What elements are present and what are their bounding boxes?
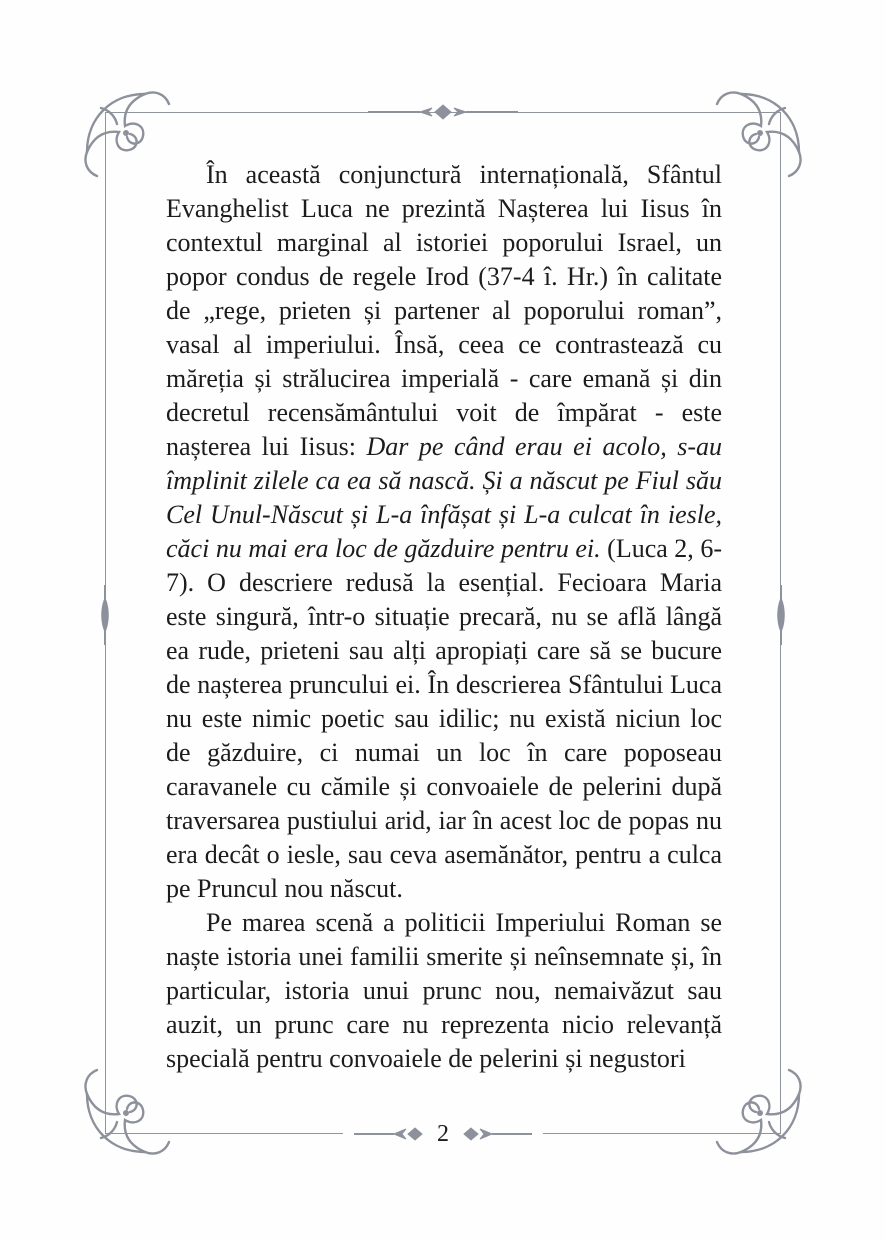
scripture-quote-italic: Dar pe când erau ei acolo, s-au împlinit zilele ca ea să nască. Și a născut pe Fiul său Cel Unul-Născut și L-a înfășat și L-a culcat în iesle, căci nu mai era loc de găzduire pentru ei. bbox=[166, 432, 723, 563]
leaf-finial-icon bbox=[97, 585, 113, 645]
page-number: 2 bbox=[437, 1120, 449, 1147]
paragraph-text: În această conjunctură internațională, Sfântul Evanghelist Luca ne prezintă Nașterea lui Iisus în contextul marginal al istoriei poporului Israel, un popor condus de regele Irod (37-4 î. Hr.) în calitate de „rege, prieten și partener al poporului roman”, vasal al imperiului. Însă, ceea ce contrastează cu măreția și strălucirea imperială - care emană și din decretul recensământului voit de împărat - este nașterea lui Iisus: bbox=[166, 160, 722, 461]
corner-flourish-icon bbox=[79, 1068, 171, 1160]
diamond-finial-icon bbox=[368, 102, 518, 122]
leaf-finial-icon bbox=[773, 585, 789, 645]
corner-flourish-icon bbox=[715, 86, 807, 178]
corner-flourish-icon bbox=[79, 86, 171, 178]
paragraph bbox=[166, 906, 722, 1076]
page-number-ornament-icon bbox=[462, 1126, 532, 1142]
page-number-ornament-icon bbox=[354, 1126, 424, 1142]
page-number-strip bbox=[343, 1116, 543, 1152]
corner-flourish-icon bbox=[715, 1068, 807, 1160]
paragraph-text: (Luca 2, 6-7). O descriere redusă la esențial. Fecioara Maria este singură, într-o situație precară, nu se află lângă ea rude, prieteni sau alți apropiați care să se bucure de nașterea pruncului ei. În descrierea Sfântului Luca nu este nimic poetic sau idilic; nu există niciun loc de găzduire, ci numai un loc în care poposeau caravanele cu cămile și convoaiele de pelerini după traversarea pustiului arid, iar în acest loc de popas nu era decât o iesle, sau ceva asemănător, pentru a culca pe Pruncul nou născut. bbox=[166, 534, 722, 903]
paragraph-text: Pe marea scenă a politicii Imperiului Roman se naște istoria unei familii smerite și neînsemnate și, în particular, istoria unui prunc nou, nemaivăzut sau auzit, un prunc care nu reprezenta nicio relevanță specială pentru convoaiele de pelerini și negustori bbox=[166, 908, 722, 1073]
paragraph bbox=[166, 158, 722, 906]
body-text bbox=[166, 158, 722, 1076]
